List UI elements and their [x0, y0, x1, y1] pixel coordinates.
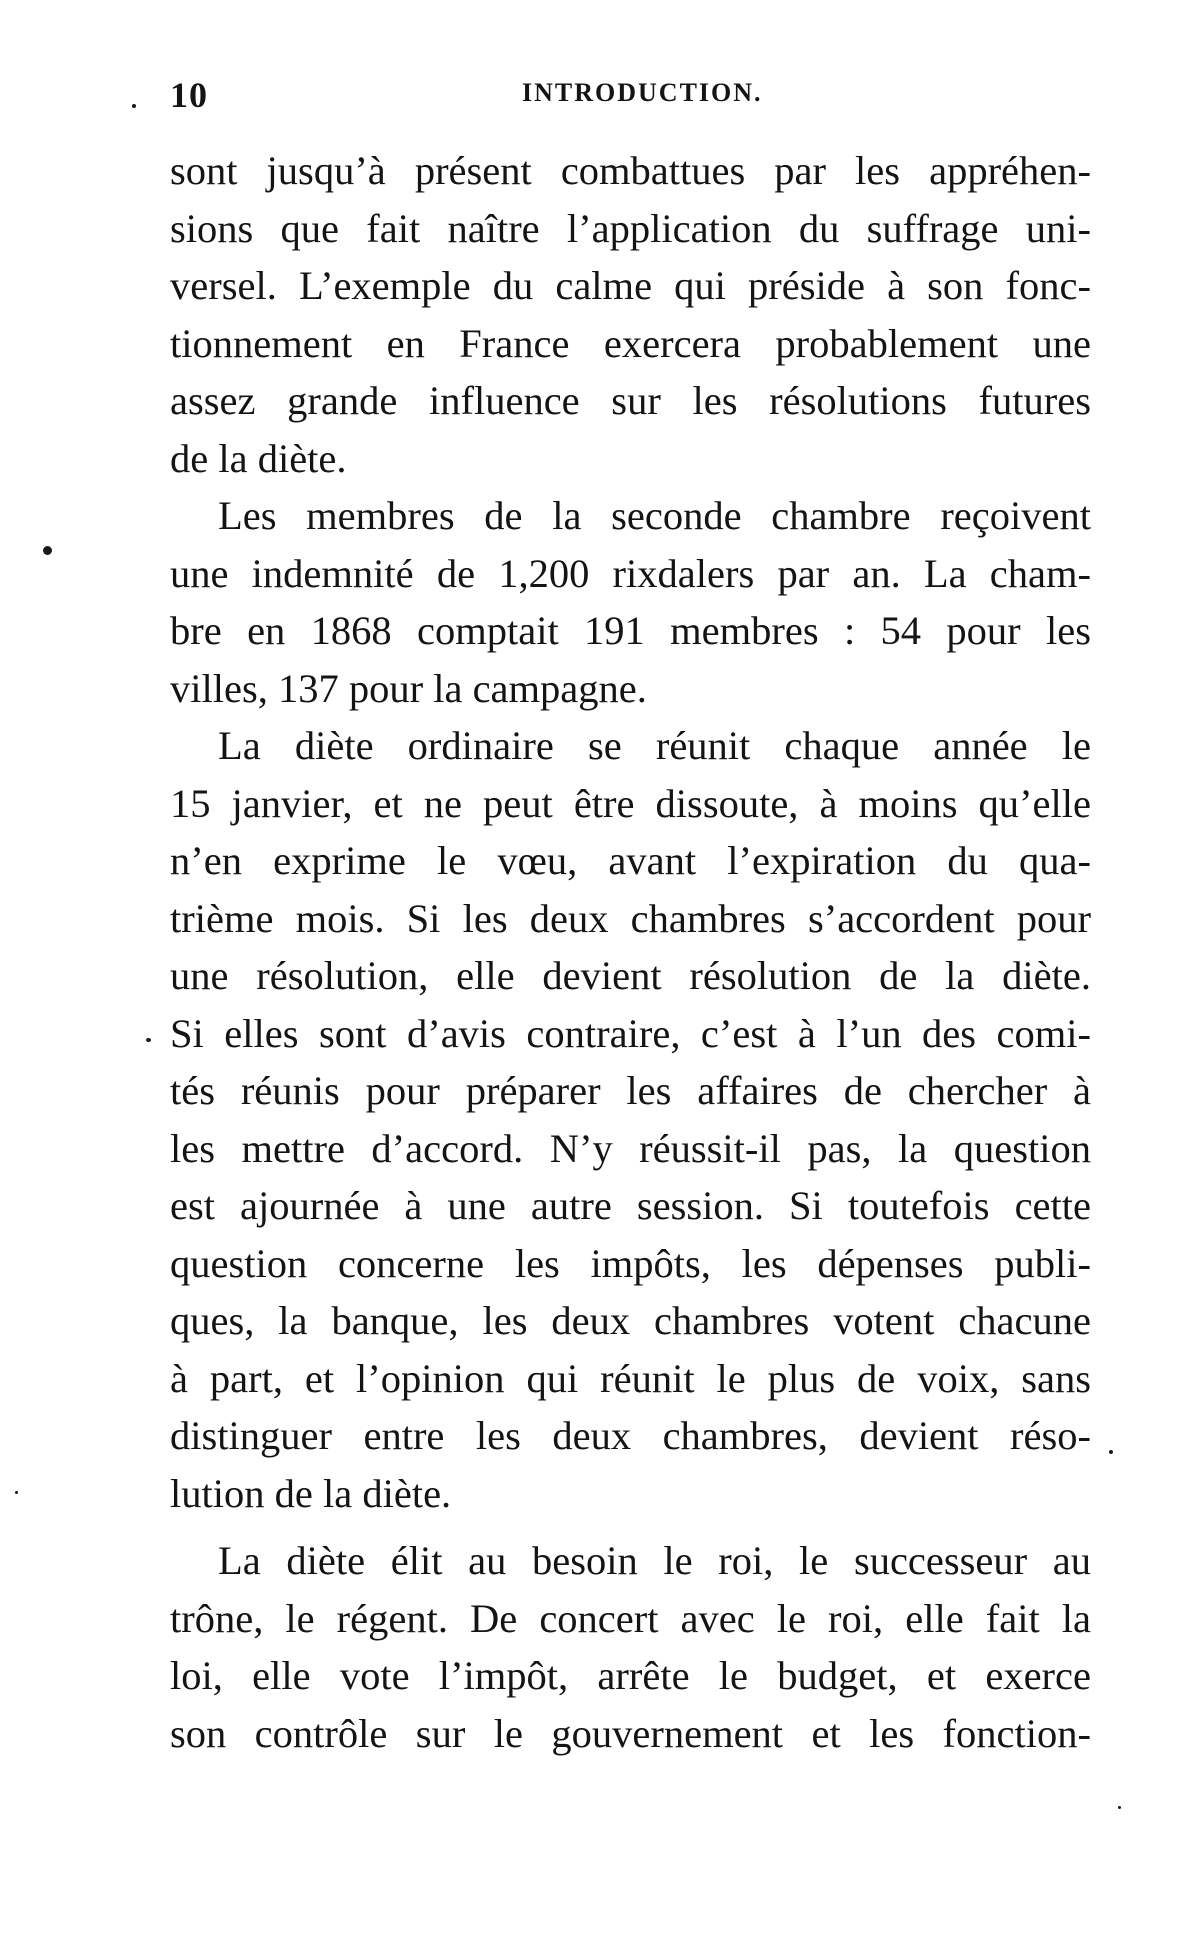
text-line: à part, et l’opinion qui réunit le plus de voix, sans: [170, 1355, 1091, 1401]
scan-speck: [1118, 1806, 1121, 1809]
scan-speck: [1109, 1450, 1113, 1454]
paragraph-gap: [170, 1522, 1091, 1532]
text-line: bre en 1868 comptait 191 membres : 54 pour les: [170, 608, 1091, 653]
text-line: loi, elle vote l’impôt, arrête le budget, et exerce: [170, 1653, 1091, 1698]
running-head: INTRODUCTION.: [522, 78, 763, 107]
text-line: La diète ordinaire se réunit chaque année le: [218, 723, 1091, 768]
scan-speck: [15, 1491, 18, 1494]
scan-speck: [146, 1038, 151, 1042]
paragraph: [170, 487, 1091, 717]
scan-speck: [43, 546, 52, 555]
text-line: de la diète.: [170, 435, 347, 481]
page-header: [170, 74, 1091, 114]
paragraph: [170, 142, 1091, 487]
text-line: les mettre d’accord. N’y réussit-il pas, la question: [170, 1125, 1091, 1171]
text-line: tés réunis pour préparer les affaires de chercher à: [170, 1068, 1091, 1113]
text-line: La diète élit au besoin le roi, le successeur au: [218, 1538, 1091, 1583]
text-line: assez grande influence sur les résolutions futures: [170, 378, 1091, 423]
paragraph: [170, 717, 1091, 1522]
text-line: ques, la banque, les deux chambres votent chacune: [170, 1298, 1091, 1343]
text-line: Si elles sont d’avis contraire, c’est à l’un des comi-: [170, 1010, 1091, 1056]
text-line: sont jusqu’à présent combattues par les appréhen-: [170, 148, 1091, 193]
text-line: une résolution, elle devient résolution de la diète.: [170, 953, 1091, 998]
text-line: question concerne les impôts, les dépenses publi-: [170, 1240, 1091, 1286]
text-line: trône, le régent. De concert avec le roi, elle fait la: [170, 1595, 1091, 1641]
page-number: 10: [170, 75, 208, 115]
text-line: Les membres de la seconde chambre reçoivent: [218, 493, 1091, 538]
text-line: son contrôle sur le gouvernement et les fonction-: [170, 1710, 1091, 1756]
text-line: 15 janvier, et ne peut être dissoute, à moins qu’elle: [170, 780, 1091, 826]
text-line: sions que fait naître l’application du suffrage uni-: [170, 205, 1091, 251]
text-line: lution de la diète.: [170, 1470, 452, 1516]
text-line: tionnement en France exercera probablement une: [170, 320, 1091, 366]
text-line: est ajournée à une autre session. Si toutefois cette: [170, 1183, 1091, 1228]
text-line: distinguer entre les deux chambres, devient réso-: [170, 1413, 1091, 1458]
scan-speck: [132, 104, 136, 108]
text-line: une indemnité de 1,200 rixdalers par an. La cham-: [170, 550, 1091, 596]
paragraph: [170, 1532, 1091, 1762]
body-text: [170, 142, 1091, 1762]
text-line: villes, 137 pour la campagne.: [170, 665, 647, 711]
text-line: versel. L’exemple du calme qui préside à son fonc-: [170, 263, 1091, 308]
text-line: trième mois. Si les deux chambres s’accordent pour: [170, 895, 1091, 941]
text-line: n’en exprime le vœu, avant l’expiration du qua-: [170, 838, 1091, 883]
